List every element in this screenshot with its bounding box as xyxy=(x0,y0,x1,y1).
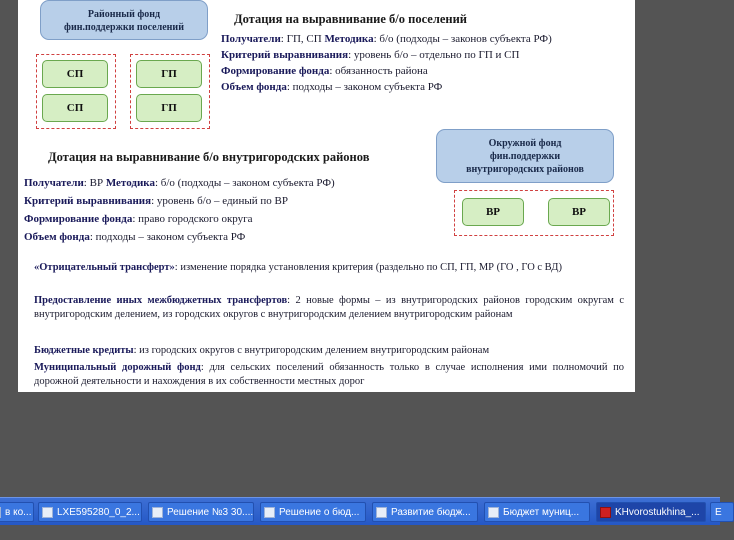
document-icon xyxy=(152,507,163,518)
taskbar-item-3[interactable]: Решение №3 30.... xyxy=(148,502,254,522)
windows-taskbar xyxy=(0,497,720,526)
paragraph-other-transfers: Предоставление иных межбюджетных трансфертов: 2 новые формы – из внутригородских районов городским округам с внутригородским делением, из городских округов с внутригородским делением внутригородским районам xyxy=(34,295,624,320)
presentation-slide xyxy=(18,0,635,392)
gp-box-2: ГП xyxy=(136,94,202,122)
section2-line-3: Формирование фонда: право городского округа xyxy=(24,213,253,225)
vr-box-1: ВР xyxy=(462,198,524,226)
okrug-fund-line3: внутригородских районов xyxy=(466,164,584,175)
taskbar-item-7[interactable]: KHvorostukhina_... xyxy=(596,502,706,522)
section2-line-2: Критерий выравнивания: уровень б/о – единый по ВР xyxy=(24,195,288,207)
okrug-fund-box xyxy=(436,129,614,183)
section2-line-1: Получатели: ВР Методика: б/о (подходы – законом субъекта РФ) xyxy=(24,177,335,189)
district-fund-box xyxy=(40,0,208,40)
section1-line-2: Критерий выравнивания: уровень б/о – отдельно по ГП и СП xyxy=(221,49,520,61)
taskbar-item-1[interactable]: в ко... xyxy=(0,502,34,522)
pdf-icon xyxy=(600,507,611,518)
taskbar-item-8[interactable]: E xyxy=(710,502,734,522)
sp-box-2: СП xyxy=(42,94,108,122)
section1-line-3: Формирование фонда: обязанность района xyxy=(221,65,428,77)
taskbar-item-6[interactable]: Бюджет муниц... xyxy=(484,502,590,522)
folder-icon xyxy=(264,507,275,518)
taskbar-item-4[interactable]: Решение о бюд... xyxy=(260,502,366,522)
section1-line-4: Объем фонда: подходы – законом субъекта РФ xyxy=(221,81,443,93)
okrug-fund-line1: Окружной фонд xyxy=(488,138,562,149)
document-icon xyxy=(488,507,499,518)
section2-title: Дотация на выравнивание б/о внутригородских районов xyxy=(48,150,370,164)
paragraph-budget-credits: Бюджетные кредиты: из городских округов с внутригородским делением внутригородским районам xyxy=(34,345,490,356)
sp-box-1: СП xyxy=(42,60,108,88)
section2-line-4: Объем фонда: подходы – законом субъекта РФ xyxy=(24,231,246,243)
bottom-strip xyxy=(0,525,720,540)
vr-box-2: ВР xyxy=(548,198,610,226)
gp-box-1: ГП xyxy=(136,60,202,88)
taskbar-item-2[interactable]: LXE595280_0_2... xyxy=(38,502,142,522)
taskbar-item-5[interactable]: Развитие бюдж... xyxy=(372,502,478,522)
document-icon xyxy=(376,507,387,518)
window-icon xyxy=(0,507,1,518)
section1-line-1: Получатели: ГП, СП Методика: б/о (подходы – законов субъекта РФ) xyxy=(221,33,552,45)
paragraph-road-fund: Муниципальный дорожный фонд: для сельских поселений обязанность только в случае исполнения ими полномочий по дорожной деятельности и нахождения в их собственности местных дорог xyxy=(34,362,625,387)
district-fund-line2: фин.поддержки поселений xyxy=(64,22,184,33)
document-icon xyxy=(42,507,53,518)
district-fund-line1: Районный фонд xyxy=(87,9,161,20)
section1-title: Дотация на выравнивание б/о поселений xyxy=(234,12,468,26)
okrug-fund-line2: фин.поддержки xyxy=(489,151,561,162)
paragraph-negative-transfer: «Отрицательный трансферт»: изменение порядка установления критерия (раздельно по СП, ГП, МР (ГО , ГО с ВД) xyxy=(34,262,562,273)
